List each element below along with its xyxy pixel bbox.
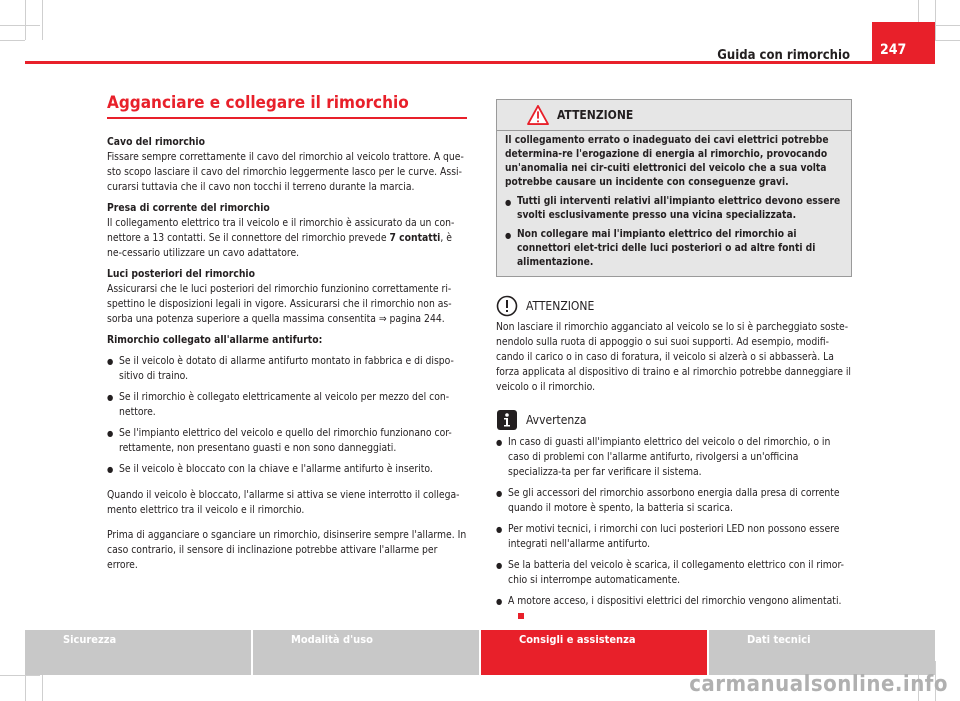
warning-box [496, 99, 852, 277]
bullet-icon: ● [107, 429, 114, 438]
bullet-icon: ● [107, 465, 114, 474]
socket-heading: Presa di corrente del rimorchio [107, 202, 270, 214]
note-title: Avvertenza [526, 412, 587, 427]
bullet-icon: ● [496, 438, 503, 447]
socket-section [107, 201, 467, 261]
tab-dati-tecnici[interactable]: Dati tecnici [709, 630, 935, 675]
cable-section [107, 135, 467, 195]
tab-consigli-assistenza[interactable]: Consigli e assistenza [481, 630, 707, 675]
socket-text: Il collegamento elettrico tra il veicolo e il rimorchio è assicurato da un con-nettore a 13 contatti. Se il connettore del rimorchio prevede [107, 217, 455, 244]
list-item: ● Tutti gli interventi relativi all'impianto elettrico devono essere svolti esclusivamente presso una vicina specializzata. [505, 196, 841, 221]
attention-title: ATTENZIONE [526, 298, 595, 313]
section-title: Agganciare e collegare il rimorchio [107, 96, 467, 119]
warning-triangle-icon [527, 105, 549, 125]
right-column [496, 99, 852, 630]
lights-heading: Luci posteriori del rimorchio [107, 268, 255, 280]
footer-nav [25, 630, 935, 675]
attention-header [496, 295, 852, 317]
bullet-icon: ● [505, 231, 512, 240]
warning-box-header [497, 100, 851, 131]
page-number: 247 [872, 22, 935, 64]
end-of-section-icon [518, 613, 524, 619]
list-item: ● Non collegare mai l'impianto elettrico del rimorchio ai connettori elet-trici delle luci posteriori o ad altre fonti di alimentazione. [505, 229, 816, 268]
attention-text: Non lasciare il rimorchio agganciato al veicolo se lo si è parcheggiato soste-nendolo sulla ruota di appoggio o sui suoi supporti. Ad esempio, modifi-cando il carico o in caso di foratura, il veicolo si alzerà o si abbasserà. La forza applicata al dispositivo di traino e al rimorchio potrebbe danneggiare il veicolo o il rimorchio. [496, 321, 851, 393]
watermark: carmanualsonline.info [689, 672, 948, 697]
cable-text: Fissare sempre correttamente il cavo del rimorchio al veicolo trattore. A que-sto scopo lasciare il cavo del rimorchio leggermente lasco per le curve. Assi-curarsi tuttavia che il cavo non tocchi il terreno durante la marcia. [107, 151, 464, 193]
socket-text-bold: 7 contatti [389, 232, 441, 244]
list-item: ● A motore acceso, i dispositivi elettrici del rimorchio vengono alimentati. [496, 594, 852, 624]
socket-text-end: , è ne-cessario utilizzare un cavo adattatore. [107, 232, 452, 259]
cable-heading: Cavo del rimorchio [107, 136, 205, 148]
tab-modalita-uso[interactable]: Modalità d'uso [253, 630, 479, 675]
lights-section [107, 267, 467, 327]
bullet-icon: ● [496, 561, 503, 570]
warning-box-title: ATTENZIONE [557, 107, 634, 122]
bullet-icon: ● [107, 393, 114, 402]
bullet-icon: ● [505, 198, 512, 207]
tab-sicurezza[interactable]: Sicurezza [25, 630, 251, 675]
list-item: ● Se gli accessori del rimorchio assorbono energia dalla presa di corrente quando il motore è spento, la batteria si scarica. [496, 487, 840, 514]
lights-text: Assicurarsi che le luci posteriori del rimorchio funzionino correttamente ri-spettino le disposizioni legali in vigore. Assicurarsi che il rimorchio non as-sorba una potenza superiore a quella massima consentita ⇒ pagina 244. [107, 283, 452, 325]
alarm-heading: Rimorchio collegato all'allarme antifurto: [107, 334, 323, 346]
list-item: ● Se il veicolo è dotato di allarme antifurto montato in fabbrica e di dispo-sitivo di traino. [107, 355, 454, 382]
list-item: ● Se l'impianto elettrico del veicolo e quello del rimorchio funzionano cor-rettamente, non presentano guasti e non sono danneggiati. [107, 427, 452, 454]
running-header: Guida con rimorchio [717, 48, 850, 63]
paragraph: Prima di agganciare o sganciare un rimorchio, disinserire sempre l'allarme. In caso contrario, il sensore di inclinazione potrebbe attivare l'allarme per errore. [107, 529, 467, 571]
warning-box-text: Il collegamento errato o inadeguato dei cavi elettrici potrebbe determina-re l'erogazione di energia al rimorchio, provocando un'anomalia nei cir-cuiti elettronici del veicolo che a sua volta potrebbe causare un incidente con conseguenze gravi. [505, 135, 829, 188]
list-item: ● In caso di guasti all'impianto elettrico del veicolo o del rimorchio, o in caso di problemi con l'allarme antifurto, rivolgersi a un'officina specializza-ta per far verificare il sistema. [496, 436, 831, 478]
left-column [107, 93, 467, 579]
bullet-icon: ● [496, 489, 503, 498]
info-icon [496, 409, 518, 431]
bullet-icon: ● [496, 597, 503, 606]
warning-box-body [497, 131, 851, 276]
list-item: ● Per motivi tecnici, i rimorchi con luci posteriori LED non possono essere integrati nell'allarme antifurto. [496, 523, 840, 550]
bullet-icon: ● [107, 357, 114, 366]
bullet-icon: ● [496, 525, 503, 534]
list-item: ● Se la batteria del veicolo è scarica, il collegamento elettrico con il rimor-chio si interrompe automaticamente. [496, 559, 844, 586]
exclamation-circle-icon [496, 295, 518, 317]
note-header [496, 409, 852, 431]
list-item: ● Se il veicolo è bloccato con la chiave e l'allarme antifurto è inserito. [107, 463, 433, 475]
paragraph: Quando il veicolo è bloccato, l'allarme si attiva se viene interrotto il collega-mento elettrico tra il veicolo e il rimorchio. [107, 489, 460, 516]
list-item: ● Se il rimorchio è collegato elettricamente al veicolo per mezzo del con-nettore. [107, 391, 450, 418]
